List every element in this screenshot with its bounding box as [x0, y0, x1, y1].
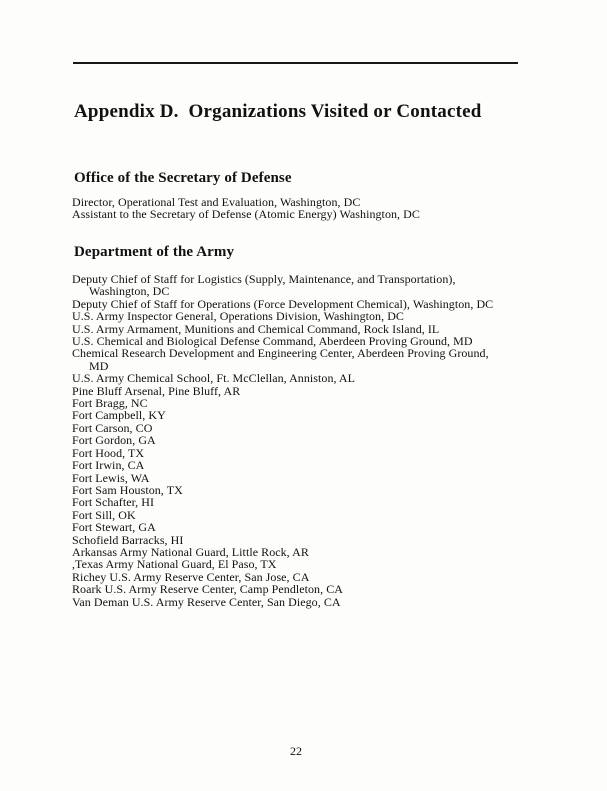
org-entry: Fort Campbell, KY: [72, 408, 166, 423]
org-entry: Fort Gordon, GA: [72, 433, 156, 448]
army-entry-list: [72, 273, 542, 608]
org-entry: Fort Stewart, GA: [72, 520, 156, 535]
osd-entry-list: [72, 196, 542, 221]
org-entry: Arkansas Army National Guard, Little Rock, AR: [72, 544, 309, 559]
org-entry: Richey U.S. Army Reserve Center, San Jose, CA: [72, 569, 310, 584]
org-entry: U.S. Chemical and Biological Defense Command, Aberdeen Proving Ground, MD: [72, 334, 473, 349]
org-entry: Roark U.S. Army Reserve Center, Camp Pendleton, CA: [72, 582, 343, 597]
org-entry: Fort Schafter, HI: [72, 495, 155, 510]
org-entry: Deputy Chief of Staff for Operations (Force Development Chemical), Washington, DC: [72, 296, 494, 311]
section-heading-department-army: Department of the Army: [74, 244, 235, 260]
org-entry: Assistant to the Secretary of Defense (Atomic Energy) Washington, DC: [72, 207, 420, 222]
org-entry: Van Deman U.S. Army Reserve Center, San Diego, CA: [72, 594, 341, 609]
org-entry: Fort Hood, TX: [72, 445, 145, 460]
org-entry: Schofield Barracks, HI: [72, 532, 184, 547]
org-entry-continuation: Washington, DC: [89, 284, 170, 299]
appendix-title: Appendix D. Organizations Visited or Contacted: [74, 101, 482, 122]
org-entry: Fort Carson, CO: [72, 420, 153, 435]
org-entry: Fort Bragg, NC: [72, 396, 148, 411]
section-heading-office-secretary-defense: Office of the Secretary of Defense: [74, 170, 292, 186]
org-entry: Deputy Chief of Staff for Logistics (Supply, Maintenance, and Transportation),: [72, 272, 456, 286]
horizontal-rule: [73, 62, 518, 64]
org-entry: Fort Irwin, CA: [72, 458, 145, 473]
org-entry: U.S. Army Inspector General, Operations Division, Washington, DC: [72, 309, 404, 324]
org-entry: Fort Lewis, WA: [72, 470, 150, 485]
org-entry: U.S. Army Armament, Munitions and Chemical Command, Rock Island, IL: [72, 321, 440, 336]
org-entry: Chemical Research Development and Engineering Center, Aberdeen Proving Ground,: [72, 346, 489, 361]
org-entry: Pine Bluff Arsenal, Pine Bluff, AR: [72, 383, 241, 398]
org-entry: Fort Sill, OK: [72, 507, 136, 522]
org-entry: U.S. Army Chemical School, Ft. McClellan, Anniston, AL: [72, 371, 356, 386]
org-entry: ,Texas Army National Guard, El Paso, TX: [72, 557, 277, 572]
org-entry-continuation: MD: [89, 358, 109, 373]
page-number: 22: [290, 744, 302, 758]
org-entry: Director, Operational Test and Evaluation, Washington, DC: [72, 195, 361, 209]
org-entry: Fort Sam Houston, TX: [72, 482, 183, 497]
